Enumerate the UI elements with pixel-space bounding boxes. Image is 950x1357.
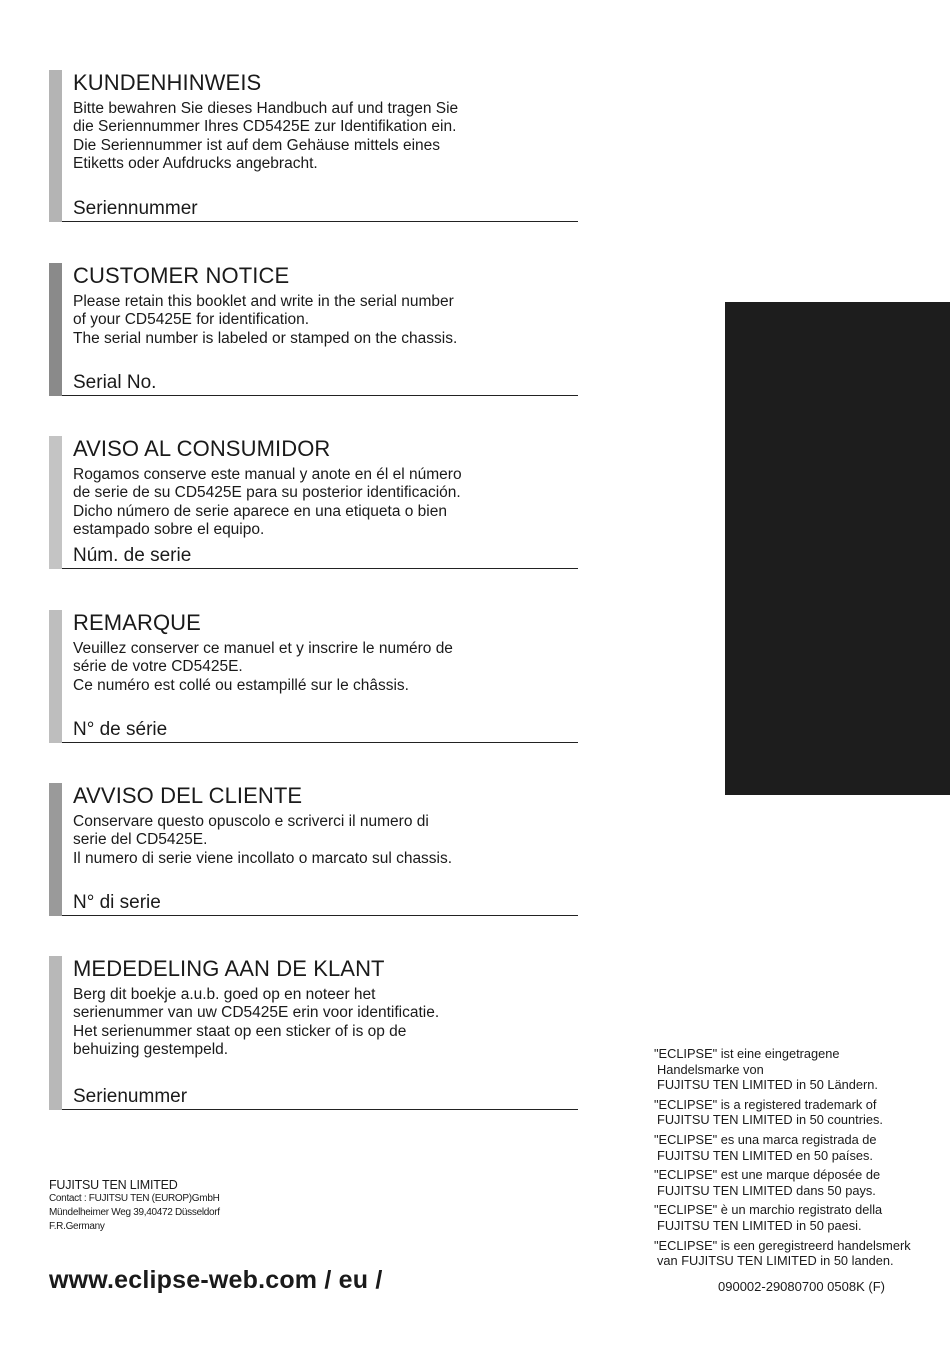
serial-number-label: Núm. de serie xyxy=(73,545,192,566)
trademark-line: "ECLIPSE" is een geregistreerd handelsmerk xyxy=(654,1237,911,1253)
notice-bar xyxy=(49,263,62,396)
trademark-line: "ECLIPSE" è un marchio registrato della xyxy=(654,1202,883,1218)
trademark-note-en xyxy=(654,1097,944,1128)
notice-it xyxy=(49,783,578,916)
website-url: www.eclipse-web.com / eu / xyxy=(49,1266,383,1294)
notice-bar xyxy=(49,956,62,1110)
notice-body xyxy=(73,640,513,695)
company-contact: Contact : FUJITSU TEN (EUROP)GmbH xyxy=(49,1193,220,1204)
notice-body xyxy=(73,986,513,1059)
black-tab-block xyxy=(725,302,950,795)
notice-de xyxy=(49,70,578,222)
company-name: FUJITSU TEN LIMITED xyxy=(49,1178,178,1192)
notice-en xyxy=(49,263,578,396)
trademark-note-fr xyxy=(654,1167,944,1198)
notice-body xyxy=(73,293,513,348)
notice-title: MEDEDELING AAN DE KLANT xyxy=(73,956,385,981)
notice-line: serienummer van uw CD5425E erin voor identificatie. xyxy=(73,1004,440,1022)
serial-number-label: N° di serie xyxy=(73,892,161,913)
notice-line: of your CD5425E for identification. xyxy=(73,311,310,329)
trademark-line: "ECLIPSE" ist eine eingetragene xyxy=(654,1046,840,1061)
notice-line: Bitte bewahren Sie dieses Handbuch auf und tragen Sie xyxy=(73,100,459,117)
trademark-line: FUJITSU TEN LIMITED in 50 Ländern. xyxy=(657,1077,878,1093)
serial-number-field xyxy=(62,568,578,569)
notice-line: Please retain this booklet and write in the serial number xyxy=(73,293,454,310)
document-code: 090002-29080700 0508K (F) xyxy=(718,1279,885,1294)
notice-title: REMARQUE xyxy=(73,610,201,635)
notice-line: Dicho número de serie aparece en una etiqueta o bien xyxy=(73,502,447,520)
notice-line: Rogamos conserve este manual y anote en él el número xyxy=(73,466,462,483)
trademark-line: "ECLIPSE" es una marca registrada de xyxy=(654,1131,877,1147)
notice-line: die Seriennummer Ihres CD5425E zur Identifikation ein. xyxy=(73,118,457,136)
notice-line: The serial number is labeled or stamped on the chassis. xyxy=(73,329,458,347)
notice-title: AVVISO DEL CLIENTE xyxy=(73,783,303,808)
notice-line: Conservare questo opuscolo e scriverci il numero di xyxy=(73,813,429,830)
trademark-line: FUJITSU TEN LIMITED dans 50 pays. xyxy=(657,1182,876,1198)
serial-number-label: N° de série xyxy=(73,719,168,740)
notice-bar xyxy=(49,436,62,569)
notice-line: série de votre CD5425E. xyxy=(73,658,243,676)
notice-line: de serie de su CD5425E para su posterior identificación. xyxy=(73,484,461,502)
notice-line: Veuillez conserver ce manuel et y inscrire le numéro de xyxy=(73,640,453,657)
trademark-note-nl xyxy=(654,1238,944,1269)
trademark-line: "ECLIPSE" est une marque déposée de xyxy=(654,1167,881,1183)
trademark-line: FUJITSU TEN LIMITED in 50 paesi. xyxy=(657,1217,862,1233)
serial-number-field xyxy=(62,1109,578,1110)
serial-number-field xyxy=(62,742,578,743)
notice-title: AVISO AL CONSUMIDOR xyxy=(73,436,331,461)
notice-bar xyxy=(49,70,62,222)
notice-line: Il numero di serie viene incollato o marcato sul chassis. xyxy=(73,849,453,867)
trademark-line: "ECLIPSE" is a registered trademark of xyxy=(654,1096,877,1112)
serial-number-field xyxy=(62,915,578,916)
notice-line: Ce numéro est collé ou estampillé sur le châssis. xyxy=(73,676,409,694)
trademark-line: van FUJITSU TEN LIMITED in 50 landen. xyxy=(657,1253,894,1269)
notice-body xyxy=(73,813,513,868)
company-street: Mündelheimer Weg 39,40472 Düsseldorf xyxy=(49,1207,220,1218)
notice-line: Berg dit boekje a.u.b. goed op en noteer het xyxy=(73,986,376,1003)
notice-body xyxy=(73,466,513,539)
serial-number-field xyxy=(62,221,578,222)
serial-number-label: Serienummer xyxy=(73,1086,188,1107)
trademark-line: FUJITSU TEN LIMITED in 50 countries. xyxy=(657,1112,883,1128)
serial-number-label: Serial No. xyxy=(73,372,157,393)
trademark-note-it xyxy=(654,1202,944,1233)
notice-bar xyxy=(49,610,62,743)
notice-es xyxy=(49,436,578,569)
notice-title: CUSTOMER NOTICE xyxy=(73,263,290,288)
notice-body xyxy=(73,100,513,173)
notice-nl xyxy=(49,956,578,1110)
trademark-line: Handelsmarke von xyxy=(657,1061,764,1077)
company-country: F.R.Germany xyxy=(49,1221,105,1232)
notice-line: Etiketts oder Aufdrucks angebracht. xyxy=(73,154,318,172)
trademark-line: FUJITSU TEN LIMITED en 50 países. xyxy=(657,1147,873,1163)
notice-line: Het serienummer staat op een sticker of is op de xyxy=(73,1022,407,1040)
notice-title: KUNDENHINWEIS xyxy=(73,70,262,95)
trademark-note-es xyxy=(654,1132,944,1163)
notice-fr xyxy=(49,610,578,743)
notice-bar xyxy=(49,783,62,916)
notice-line: estampado sobre el equipo. xyxy=(73,520,265,538)
trademark-note-de xyxy=(654,1046,944,1093)
serial-number-field xyxy=(62,395,578,396)
notice-line: serie del CD5425E. xyxy=(73,831,208,849)
trademark-notes xyxy=(654,1046,944,1273)
notice-line: Die Seriennummer ist auf dem Gehäuse mittels eines xyxy=(73,136,440,154)
notice-line: behuizing gestempeld. xyxy=(73,1040,229,1058)
company-address xyxy=(49,1178,220,1234)
serial-number-label: Seriennummer xyxy=(73,198,198,219)
